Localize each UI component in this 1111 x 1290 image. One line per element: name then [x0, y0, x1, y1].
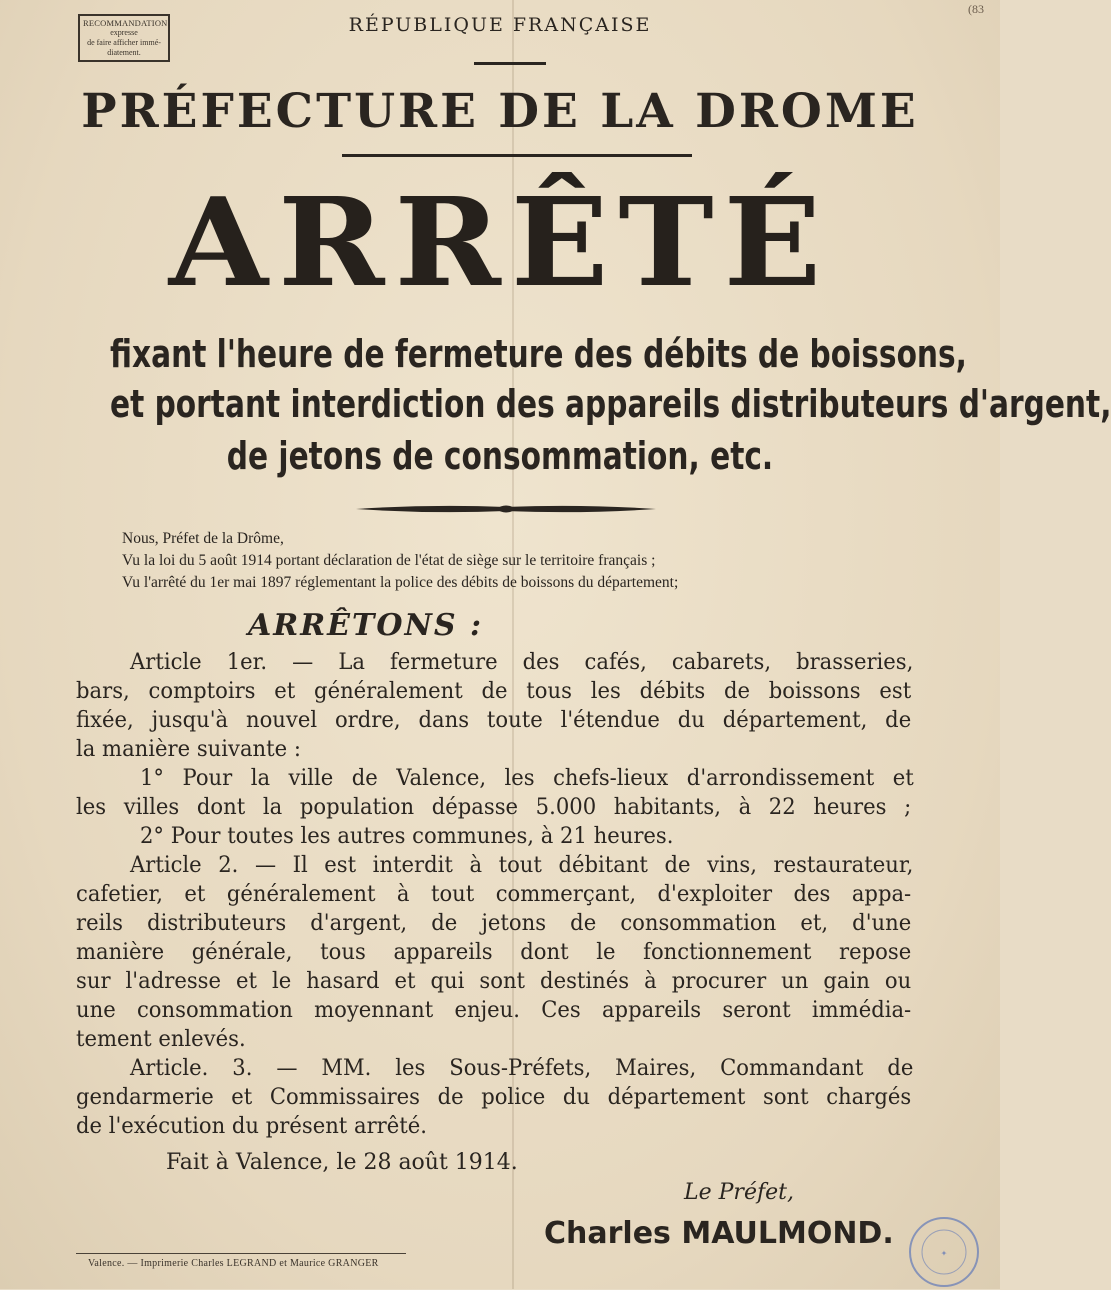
divider-rule — [474, 62, 546, 65]
republique-heading: RÉPUBLIQUE FRANÇAISE — [348, 14, 652, 36]
article-text-line: Article 2. — Il est interdit à tout débitant de vins, restaurateur, — [130, 853, 914, 878]
subtitle-line-1: fixant l'heure de fermeture des débits de boissons, — [110, 332, 967, 376]
article-text-line: cafetier, et généralement à tout commerçant, d'exploiter des appa- — [76, 882, 912, 907]
article-text-line: une consommation moyennant enjeu. Ces appareils seront immédia- — [76, 998, 912, 1023]
article-text-line: fixée, jusqu'à nouvel ordre, dans toute l'étendue du département, de — [76, 708, 912, 733]
subtitle-line-2: et portant interdiction des appareils distributeurs d'argent, — [110, 382, 1111, 426]
archive-number: (83 — [968, 2, 984, 16]
article-text-line: la manière suivante : — [76, 737, 301, 762]
article-text-line: manière générale, tous appareils dont le fonctionnement repose — [76, 940, 912, 965]
stamp-line-1: RECOMMANDATION — [83, 18, 168, 28]
signatory-name: Charles MAULMOND. — [544, 1216, 894, 1251]
article-text-line: les villes dont la population dépasse 5.000 habitants, à 22 heures ; — [76, 795, 912, 820]
article-text-line: 2° Pour toutes les autres communes, à 21 heures. — [140, 824, 674, 849]
divider-rule — [342, 154, 692, 157]
stamp-line-2: expresse — [110, 28, 138, 37]
svg-text:✦: ✦ — [940, 1249, 948, 1258]
library-seal-icon — [906, 1214, 982, 1290]
divider-rule — [76, 1253, 406, 1254]
article-text-line: tement enlevés. — [76, 1027, 246, 1052]
article-text-line: 1° Pour la ville de Valence, les chefs-lieux d'arrondissement et — [140, 766, 914, 791]
article-text-line: Article. 3. — MM. les Sous-Préfets, Maires, Commandant de — [130, 1056, 914, 1081]
article-text-line: sur l'adresse et le hasard et qui sont destinés à procurer un gain ou — [76, 969, 912, 994]
preamble-line-3: Vu l'arrêté du 1er mai 1897 réglementant la police des débits de boissons du département; — [122, 574, 679, 591]
signatory-title: Le Préfet, — [684, 1180, 794, 1205]
page-title: ARRÊTÉ — [168, 171, 832, 315]
stamp-line-3: de faire afficher immé- — [87, 38, 161, 47]
article-text-line: de l'exécution du présent arrêté. — [76, 1114, 427, 1139]
subtitle-line-3: de jetons de consommation, etc. — [226, 434, 774, 478]
preamble-line-2: Vu la loi du 5 août 1914 portant déclaration de l'état de siège sur le territoire français ; — [122, 552, 656, 569]
article-text-line: bars, comptoirs et généralement de tous les débits de boissons est — [76, 679, 912, 704]
printer-imprint: Valence. — Imprimerie Charles LEGRAND et Maurice GRANGER — [88, 1258, 379, 1269]
preamble-line-1: Nous, Préfet de la Drôme, — [122, 530, 284, 547]
article-text-line: Article 1er. — La fermeture des cafés, cabarets, brasseries, — [130, 650, 914, 675]
article-text-line: reils distributeurs d'argent, de jetons de consommation et, d'une — [76, 911, 912, 936]
prefecture-heading: PRÉFECTURE DE LA DROME — [81, 84, 919, 139]
ornament-divider-icon — [356, 502, 656, 516]
article-text-line: gendarmerie et Commissaires de police du département sont chargés — [76, 1085, 912, 1110]
date-line: Fait à Valence, le 28 août 1914. — [166, 1150, 518, 1175]
arretons-heading: ARRÊTONS : — [248, 608, 484, 643]
stamp-line-4: diatement. — [107, 48, 141, 57]
